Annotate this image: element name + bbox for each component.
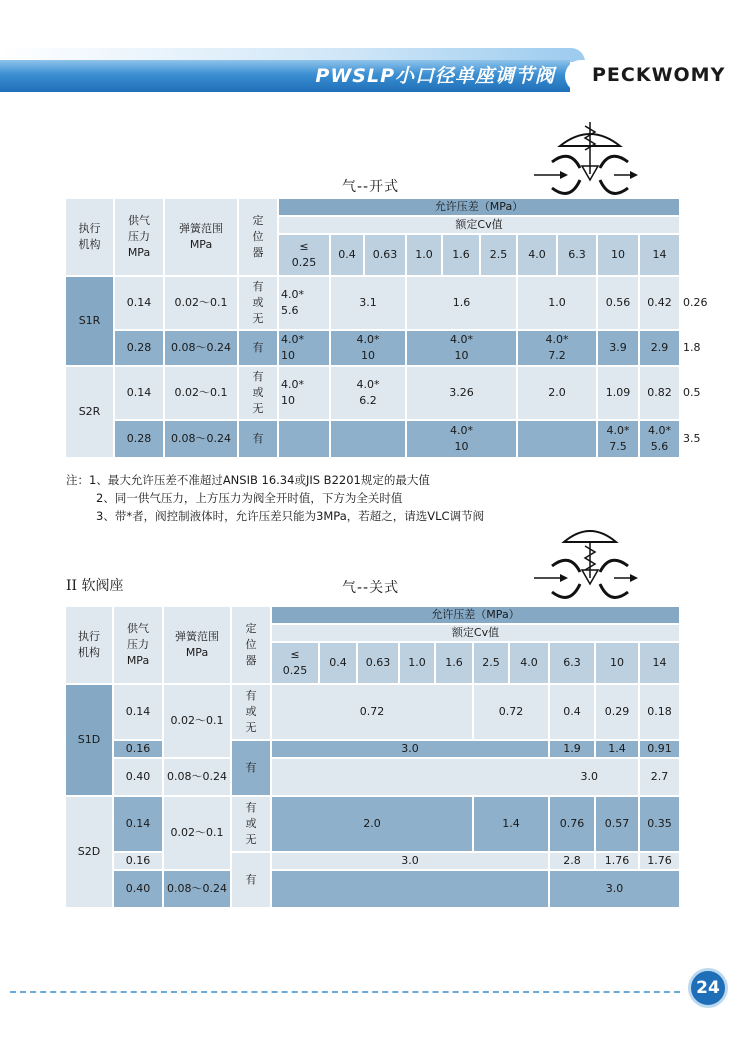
cv-value: 0.4 [319,642,357,684]
empty-cell [330,420,406,458]
value-cell: 0.29 [595,684,639,740]
header-cv: 额定Cv值 [271,624,680,642]
value-cell: 0.72 [473,684,549,740]
value-cell: 2.0 [271,796,473,852]
cv-value: 14 [639,642,680,684]
supply-cell: 0.14 [114,366,164,420]
positioner-cell: 有 [238,420,278,458]
value-cell: 3.9 [597,330,639,366]
table2-mode-title: 气--关式 [342,580,400,596]
cv-value: 6.3 [549,642,595,684]
spring-cell: 0.02～0.1 [164,276,238,330]
supply-cell: 0.40 [113,870,163,908]
value-cell: 1.0 [517,276,597,330]
supply-cell: 0.28 [114,330,164,366]
valve-open-icon [530,118,640,204]
value-cell: 0.56 [597,276,639,330]
value-cell: 0.72 [271,684,473,740]
spring-cell: 0.08～0.24 [163,870,231,908]
positioner-cell: 有 或 无 [238,366,278,420]
value-cell: 3.0 [271,852,549,870]
brand-logo: PECKWOMY [592,64,726,86]
value-cell: 2.8 [549,852,595,870]
value-cell: 0.42 [639,276,680,330]
spring-cell: 0.08～0.24 [164,420,238,458]
value-cell: 4.0* 10 [278,330,330,366]
cv-value: 1.6 [435,642,473,684]
header-cap [565,60,593,92]
value-cell: 4.0* 7.2 [517,330,597,366]
header-actuator: 执行 机构 [65,198,114,276]
value-cell: 2.7 [639,758,680,796]
supply-cell: 0.14 [113,796,163,852]
cv-value: 6.3 [557,234,597,276]
value-cell: 3.26 [406,366,517,420]
spring-cell: 0.02～0.1 [163,684,231,758]
value-cell: 0.4 [549,684,595,740]
value-cell: 1.09 [597,366,639,420]
cv-value: 0.4 [330,234,364,276]
positioner-cell: 有 [231,740,271,796]
positioner-cell: 有 [231,852,271,908]
value-cell: 4.0* 10 [406,330,517,366]
cv-value: 10 [595,642,639,684]
value-cell: 4.0* 5.6 [278,276,330,330]
page-number: 24 [688,968,728,1008]
actuator-s2d: S2D [65,796,113,908]
value-cell: 1.9 [549,740,595,758]
notes [66,471,484,525]
value-cell: 3.0 [549,870,680,908]
value-cell: 1.76 [595,852,639,870]
note-line: 2、同一供气压力，上方压力为阀全开时值，下方为全关时值 [96,491,403,505]
positioner-cell: 有 [238,330,278,366]
cv-value: 0.63 [357,642,399,684]
supply-cell: 0.14 [114,276,164,330]
cv-value: 0.63 [364,234,406,276]
value-cell: 1.4 [473,796,549,852]
actuator-s2r: S2R [65,366,114,458]
empty-cell [271,870,549,908]
value-cell: 1.6 [406,276,517,330]
actuator-s1d: S1D [65,684,113,796]
cv-value: ≤ 0.25 [278,234,330,276]
note-line: 3、带*者，阀控制液体时，允许压差只能为3MPa，若超之，请选VLC调节阀 [96,509,485,523]
cv-value: 10 [597,234,639,276]
header-spring: 弹簧范围 MPa [164,198,238,276]
cv-value: 4.0 [517,234,557,276]
header-positioner: 定 位 器 [238,198,278,276]
cv-value: 4.0 [509,642,549,684]
header-supply: 供气 压力 MPa [113,606,163,684]
value-cell: 3.1 [330,276,406,330]
header-actuator: 执行 机构 [65,606,113,684]
cv-value: 2.5 [473,642,509,684]
page-title: PWSLP小口径单座调节阀 [315,65,555,87]
value-cell: 0.18 [639,684,680,740]
supply-cell: 0.40 [113,758,163,796]
positioner-cell: 有 或 无 [231,684,271,740]
supply-cell: 0.16 [113,852,163,870]
positioner-cell: 有 或 无 [231,796,271,852]
value-cell: 2.0 [517,366,597,420]
spring-cell: 0.02～0.1 [164,366,238,420]
value-cell: 0.35 [639,796,680,852]
header-positioner: 定 位 器 [231,606,271,684]
cv-value: ≤ 0.25 [271,642,319,684]
spring-cell: 0.02～0.1 [163,796,231,870]
table-air-open: 执行 机构 供气 压力 MPa 弹簧范围 MPa 定 位 器 允许压差（MPa） 额定Cv值 ≤ 0.25 0.4 0.63 1.0 1.6 2.5 4.0 6.3 10 14 S1R 0.14 0.02～0.1 有 或 无 4.0* 5.6 3.1 1.6 1.0 0.56 0.42 0.26 0.28 0.08～0.24 有 4.0* 10 4.0* 10 4.0* 10 4.0* 7.2 3.9 2.9 1.8 S2R 0.14 0.02～0.1 有 或 无 4.0* 10 4.0* 6.2 3.26 2.0 1.09 0.82 0.5 0.28 0.08～0.24 有 4.0* 10 4.0* 7.5 4.0* 5.6 3.5 [64,197,681,459]
valve-close-icon [530,520,640,606]
spring-cell: 0.08～0.24 [163,758,231,796]
value-cell: 3.0 [271,758,639,796]
value-cell: 4.0* 5.6 [639,420,680,458]
value-cell: 4.0* 10 [278,366,330,420]
value-cell: 4.0* 7.5 [597,420,639,458]
value-cell: 1.4 [595,740,639,758]
positioner-cell: 有 或 无 [238,276,278,330]
value-cell: 3.0 [271,740,549,758]
table-air-close [64,605,681,909]
cv-value: 1.6 [442,234,480,276]
value-cell: 0.76 [549,796,595,852]
value-cell: 4.0* 10 [406,420,517,458]
value-cell: 2.9 [639,330,680,366]
value-cell: 1.76 [639,852,680,870]
header-cv: 额定Cv值 [278,216,680,234]
table1-mode-title: 气--开式 [342,179,400,195]
cv-value: 1.0 [399,642,435,684]
value-cell: 0.82 [639,366,680,420]
header-spring: 弹簧范围 MPa [163,606,231,684]
actuator-s1r: S1R [65,276,114,366]
value-cell: 0.57 [595,796,639,852]
section-title: II 软阀座 [66,578,124,594]
header-allowable: 允许压差（MPa） [278,198,680,216]
header-allowable: 允许压差（MPa） [271,606,680,624]
spring-cell: 0.08～0.24 [164,330,238,366]
header-supply: 供气 压力 MPa [114,198,164,276]
footer-dash-line [10,991,680,993]
cv-value: 2.5 [480,234,517,276]
cv-value: 14 [639,234,680,276]
supply-cell: 0.28 [114,420,164,458]
value-cell: 0.91 [639,740,680,758]
note-line: 注：1、最大允许压差不准超过ANSIB 16.34或JIS B2201规定的最大值 [66,473,430,487]
supply-cell: 0.16 [113,740,163,758]
supply-cell: 0.14 [113,684,163,740]
value-cell: 4.0* 10 [330,330,406,366]
empty-cell [278,420,330,458]
cv-value: 1.0 [406,234,442,276]
empty-cell [517,420,597,458]
value-cell: 4.0* 6.2 [330,366,406,420]
